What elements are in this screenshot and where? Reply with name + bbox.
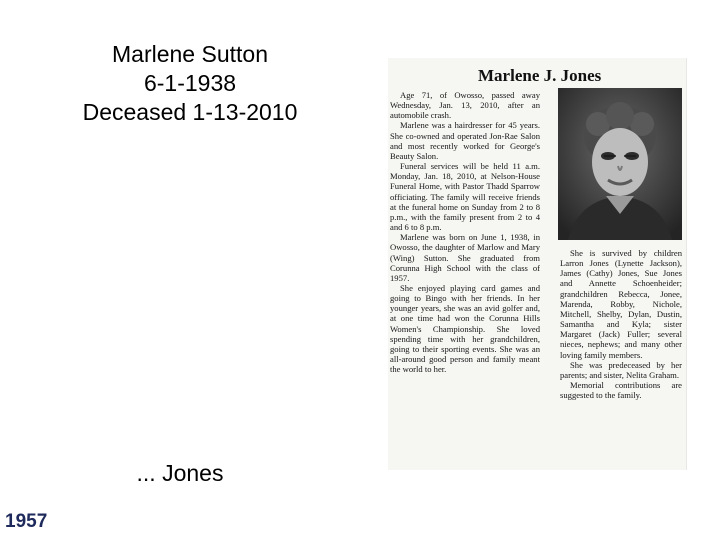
portrait-photo — [558, 88, 682, 240]
obituary-clipping — [388, 58, 687, 470]
title-birth-date: 6-1-1938 — [143, 70, 237, 96]
obituary-paragraph: She is survived by children Larron Jones (Lynette Jackson), James (Cathy) Jones, Sue Jones and Annette Schoenheider; grandchildren Rebecca, Jonee, Marenda, Robby, Nichole, Mitchell, Shelby, Dylan, Dustin, Samantha and Kyla; sister Margaret (Jack) Fuller; several nieces, nephews; and many other loving family members. — [560, 248, 682, 360]
obituary-heading: Marlene J. Jones — [478, 66, 602, 85]
year-label: 1957 — [5, 511, 48, 532]
title-name: Marlene Sutton — [112, 41, 268, 67]
obituary-paragraph: Memorial contributions are suggested to the family. — [560, 380, 682, 401]
obituary-paragraph: She enjoyed playing card games and going to Bingo with her friends. In her younger years, she was an avid golfer and, at one time had won the Corunna Hills Women's Championship. She loved spending time with her grandchildren, going to their sporting events. She was an all-around good person and family meant the world to her. — [390, 282, 540, 375]
obituary-paragraph: Marlene was a hairdresser for 45 years. She co-owned and operated Jon-Rae Salon and most recently worked for George's Beauty Salon. — [390, 120, 540, 161]
obituary-left-column — [390, 90, 540, 374]
obituary-paragraph: Marlene was born on June 1, 1938, in Owosso, the daughter of Marlow and Mary (Wing) Sutton. She graduated from Corunna High School with the class of 1957. — [390, 232, 540, 283]
obituary-paragraph: Age 71, of Owosso, passed away Wednesday, Jan. 13, 2010, after an automobile crash. — [390, 90, 540, 121]
obituary-paragraph: She was predeceased by her parents; and sister, Nelita Graham. — [560, 359, 682, 380]
obituary-right-column — [560, 248, 682, 400]
slide-title — [40, 40, 340, 127]
photo-caption: ... Jones — [136, 460, 224, 486]
title-death-date: Deceased 1-13-2010 — [82, 99, 298, 125]
obituary-paragraph: Funeral services will be held 11 a.m. Monday, Jan. 18, 2010, at Nelson-House Funeral Home, with Pastor Thadd Sparrow officiating. The family will receive friends at the funeral home on Sunday from 2 to 8 p.m., with the family present from 2 to 4 and 6 to 8 p.m. — [390, 161, 540, 233]
